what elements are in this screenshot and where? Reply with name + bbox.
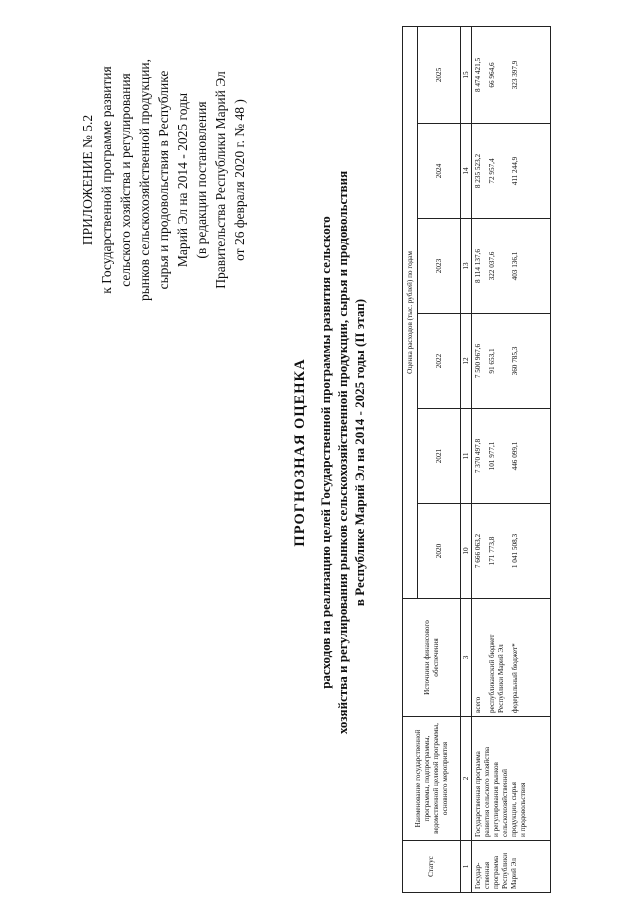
title-line: хозяйства и регулирования рынков сельскохозяйственной продукции, сырья и продовольствия <box>335 170 350 735</box>
value-cell-2020: 7 666 063,2 171 773,8 1 041 508,3 <box>472 504 551 599</box>
budget-table <box>402 26 551 893</box>
status-cell: Государ- ственная программа Республики Марий Эл <box>472 841 551 893</box>
funding-source-cell: всего республиканский бюджет Республики Марий Эл федеральный бюджет* <box>472 599 551 717</box>
appendix-line: сельского хозяйства и регулирования <box>118 73 133 287</box>
source-regional: республиканский бюджет <box>488 634 496 713</box>
column-index: 3 <box>461 599 472 717</box>
appendix-header <box>78 25 249 335</box>
value-cell-2023: 8 114 137,6 322 037,6 403 136,1 <box>472 219 551 314</box>
header-name: Наименование государственной программы, подпрограммы, ведомственной целевой программы, основного мероприятия <box>403 717 461 841</box>
header-year: 2024 <box>418 124 461 219</box>
header-year: 2021 <box>418 409 461 504</box>
header-source: Источники финансового обеспечения <box>403 599 461 717</box>
header-year: 2022 <box>418 314 461 409</box>
header-year: 2023 <box>418 219 461 314</box>
column-index: 14 <box>461 124 472 219</box>
source-federal: федеральный бюджет* <box>511 643 519 713</box>
source-total: всего <box>474 696 482 713</box>
column-index-row <box>461 26 472 892</box>
appendix-line: от 26 февраля 2020 г. № 48 ) <box>232 99 247 261</box>
appendix-line: сырья и продовольствия в Республике <box>156 70 171 290</box>
program-name-cell: Государственная программа развития сельского хозяйства и регулирования рынков сельскохозяйственной продукции, сырья и продовольствия <box>472 717 551 841</box>
title-line: в Республике Марий Эл на 2014 - 2025 годы (II этап) <box>352 298 367 607</box>
column-index: 15 <box>461 26 472 123</box>
header-estimate: Оценка расходов (тыс. рублей) по годам <box>403 26 418 598</box>
column-index: 2 <box>461 717 472 841</box>
column-index: 10 <box>461 504 472 599</box>
value-cell-2025: 8 474 421,5 66 964,6 323 397,9 <box>472 26 551 123</box>
appendix-line: Правительства Республики Марий Эл <box>213 71 228 289</box>
value-cell-2024: 8 235 523,2 72 957,4 411 244,9 <box>472 124 551 219</box>
appendix-line: Марий Эл на 2014 - 2025 годы <box>175 92 190 268</box>
title-line: расходов на реализацию целей Государственной программы развития сельского <box>318 216 333 689</box>
column-index: 13 <box>461 219 472 314</box>
column-index: 1 <box>461 841 472 893</box>
table-row <box>472 26 551 892</box>
header-year: 2020 <box>418 504 461 599</box>
appendix-line: к Государственной программе развития <box>99 66 114 294</box>
header-year: 2025 <box>418 26 461 123</box>
appendix-line: рынков сельскохозяйственной продукции, <box>137 58 152 302</box>
value-cell-2022: 7 500 967,6 91 653,1 360 785,3 <box>472 314 551 409</box>
column-index: 11 <box>461 409 472 504</box>
document-title <box>292 10 368 895</box>
header-status: Статус <box>403 841 461 893</box>
appendix-line: (в редакции постановления <box>194 101 209 259</box>
title-main: ПРОГНОЗНАЯ ОЦЕНКА <box>292 358 308 547</box>
value-cell-2021: 7 370 497,8 101 977,1 446 099,1 <box>472 409 551 504</box>
appendix-line: ПРИЛОЖЕНИЕ № 5.2 <box>80 114 95 246</box>
column-index: 12 <box>461 314 472 409</box>
